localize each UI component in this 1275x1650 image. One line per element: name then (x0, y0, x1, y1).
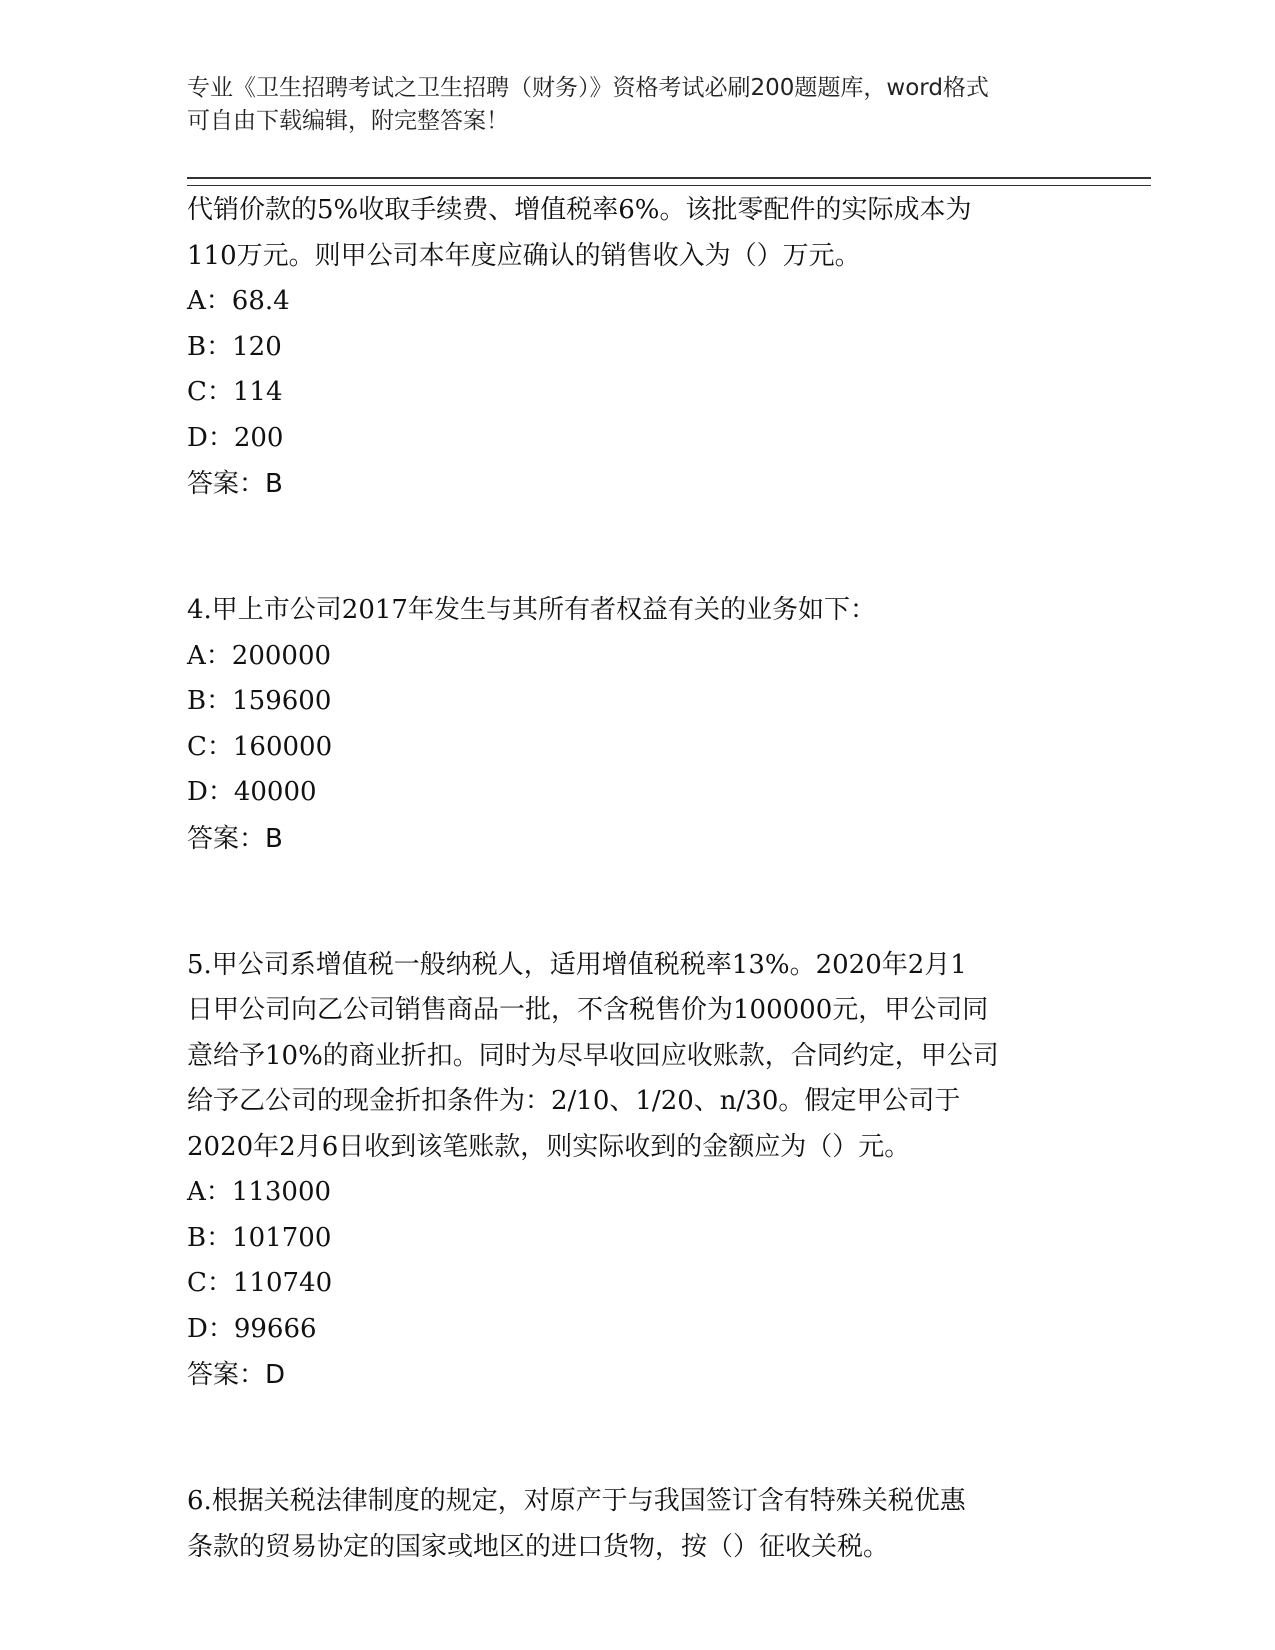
option-c: C：114 (187, 377, 283, 407)
question-spacer (187, 1398, 1087, 1479)
option-c: C：160000 (187, 731, 333, 762)
question-stem-line: 意给予10%的商业折扣。同时为尽早收回应收账款，合同约定，甲公司 (187, 1040, 999, 1071)
question-6 (187, 1479, 1087, 1570)
option-a: A：113000 (187, 1177, 332, 1207)
option-d: D：200 (187, 422, 284, 453)
option-b: B：120 (187, 331, 282, 362)
question-spacer (187, 507, 1087, 588)
option-a: A：68.4 (187, 286, 290, 316)
question-stem-line: 给予乙公司的现金折扣条件为：2/10、1/20、n/30。假定甲公司于 (187, 1086, 961, 1116)
header-title-line-2: 可自由下载编辑，附完整答案！ (187, 108, 509, 134)
question-stem-line: 5.甲公司系增值税一般纳税人，适用增值税税率13%。2020年2月1 (187, 949, 967, 980)
answer-line: 答案：B (187, 469, 283, 499)
answer-line: 答案：B (187, 823, 283, 854)
header-divider (187, 177, 1151, 186)
question-stem-line: 2020年2月6日收到该笔账款，则实际收到的金额应为（）元。 (187, 1131, 911, 1162)
question-3 (187, 188, 1087, 507)
question-stem-line: 代销价款的5%收取手续费、增值税率6%。该批零配件的实际成本为 (187, 195, 972, 225)
question-stem-line: 110万元。则甲公司本年度应确认的销售收入为（）万元。 (187, 240, 861, 271)
question-stem-line: 6.根据关税法律制度的规定，对原产于与我国签订含有特殊关税优惠 (187, 1486, 966, 1516)
question-stem-line: 4.甲上市公司2017年发生与其所有者权益有关的业务如下： (187, 595, 876, 625)
option-c: C：110740 (187, 1268, 333, 1298)
document-body (187, 188, 1087, 1570)
question-spacer (187, 862, 1087, 943)
question-stem-line: 条款的贸易协定的国家或地区的进口货物，按（）征收关税。 (187, 1531, 890, 1562)
option-a: A：200000 (187, 640, 332, 671)
answer-line: 答案：D (187, 1360, 286, 1390)
question-4 (187, 588, 1087, 862)
option-d: D：99666 (187, 1313, 317, 1344)
document-header (187, 72, 1067, 138)
option-b: B：101700 (187, 1222, 332, 1253)
header-title-line-1: 专业《卫生招聘考试之卫生招聘（财务）》资格考试必刷200题题库，word格式 (187, 75, 989, 101)
option-b: B：159600 (187, 686, 332, 716)
question-stem-line: 日甲公司向乙公司销售商品一批，不含税售价为100000元，甲公司同 (187, 995, 989, 1025)
option-d: D：40000 (187, 777, 317, 807)
question-5 (187, 943, 1087, 1399)
